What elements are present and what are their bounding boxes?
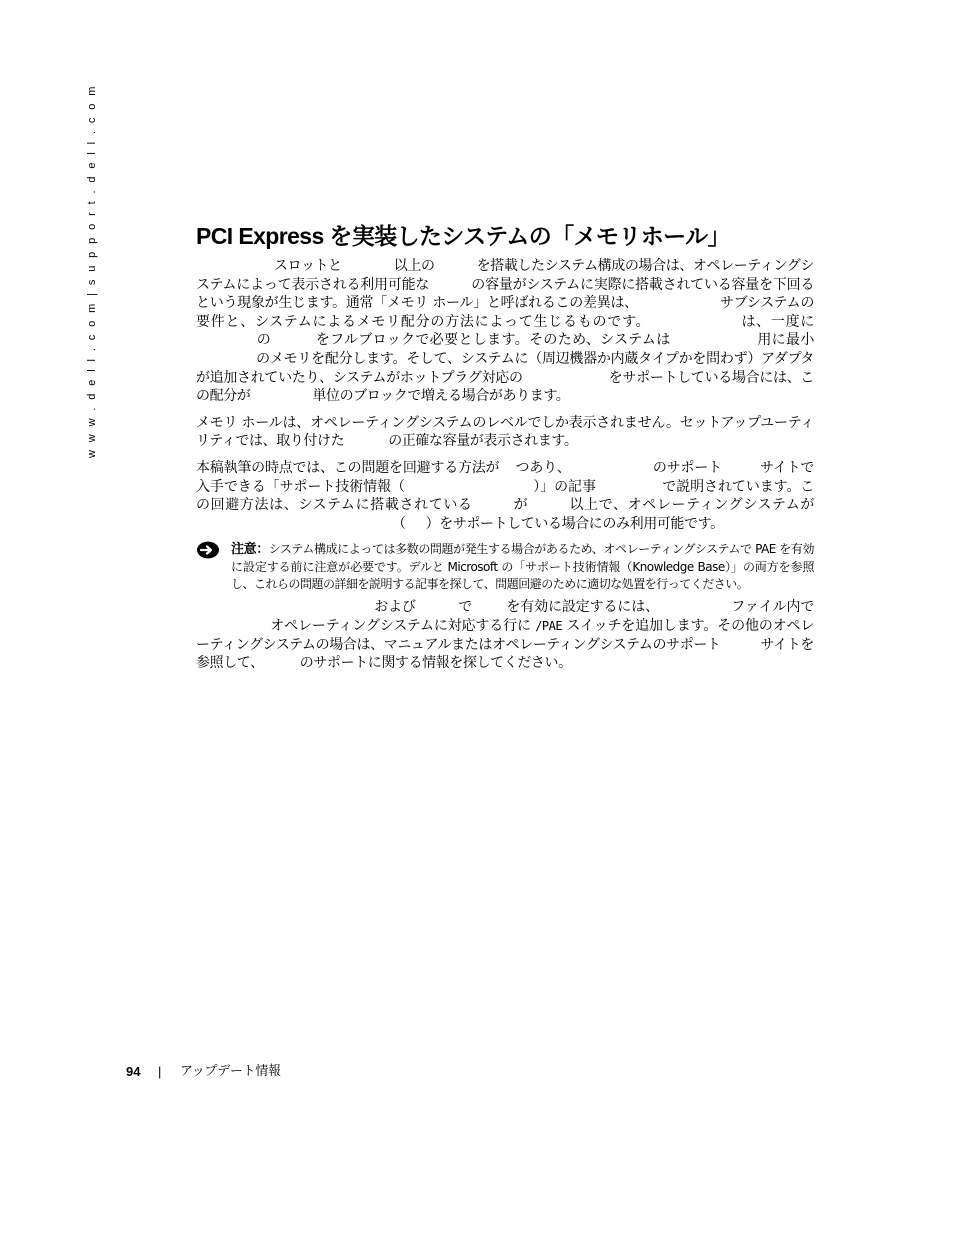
notice-label: 注意： [231,542,269,558]
para1-s1: スロットと [274,258,342,274]
para3-s9: （ [392,515,406,532]
paragraph-memory-hole [196,257,814,406]
para4-s7: サイトを参照して、 [196,636,814,672]
page-title: PCI Express を実装したシステムの「メモリホール」 [196,223,730,249]
notice-text-block [231,541,814,592]
para2-s1: メモリ ホールは、オペレーティングシステムのレベルでしか表示されません。セットアップユーティリティでは、取り付けた [196,414,814,450]
para1-s10: のメモリを配分します。そして、システムに（周辺機器か内蔵タイプかを問わず）アダプタが追加されていたり、システムがホットプラグ対応の [196,350,814,386]
para4-s4: ファイル内で [731,599,814,616]
paragraph-setup-utility [196,414,814,451]
footer-section-title: アップデート情報 [180,1064,281,1079]
para3-s2: つあり、 [515,459,571,476]
para3-s3: のサポート [652,459,722,476]
paragraph-workaround [196,459,814,533]
para1-s5: サブシステムの要件と、システムによるメモリ配分の方法によって生じるものです。 [196,295,814,330]
para1-s4: の容量がシステムに実際に搭載されている容量を下回るという現象が生じます。通常「メモリ ホール」と呼ばれるこの差異は、 [196,276,814,312]
main-content [196,220,814,681]
para1-s2: 以上の [393,258,435,274]
pae-switch: /PAE [535,619,563,634]
para2-s2: の正確な容量が表示されます。 [388,433,578,450]
notice-box [196,541,814,592]
para4-s8: のサポートに関する情報を探してください。 [299,655,572,672]
para1-s3: を搭載したシステム構成の場合は、オペレーティングシステムによって表示される利用可能な [196,258,814,293]
para1-s9: 用に最小 [756,332,814,349]
para3-s5: ）」の記事 [532,478,596,495]
para4-s1: および [374,599,416,616]
para3-s7: が [512,497,529,514]
footer-separator: | [158,1064,162,1079]
para1-s6: は、一度に [740,313,814,330]
side-url: w w w . d e l l . c o m | s u p p o r t . d e l l . c o m [86,84,98,458]
para3-s1: 本稿執筆の時点では、この問題を回避する方法が [196,459,500,476]
para1-s8: をフルブロックで必要とします。そのため、システムは [315,332,671,349]
para1-s12: 単位のブロックで増える場合があります。 [312,388,570,405]
para4-s3: を有効に設定するには、 [506,599,659,616]
para3-s6: で説明されています。この回避方法は、システムに搭載されている [196,478,815,514]
notice-text: システム構成によっては多数の問題が発生する場合があるため、オペレーティングシステムで PAE を有効に設定する前に注意が必要です。デルと Microsoft の「サポート技術情報（Knowledge Base）」の両方を参照し、これらの問題の詳細を説明する記事を探して、問題回避のために適切な処置を行ってください。 [231,542,814,591]
para4-s2: で [457,599,473,616]
para4-s6: スイッチを追加します。その他のオペレーティングシステムの場合は、マニュアルまたはオペレーティングシステムのサポート [196,618,815,653]
para3-s10: ）をサポートしている場合にのみ利用可能です。 [425,515,724,532]
para1-s11: をサポートしている場合には、この配分が [196,369,814,405]
paragraph-enable-pae [196,598,814,672]
para4-s5: オペレーティングシステムに対応する行に [270,618,531,635]
page-number: 94 [126,1064,141,1079]
para3-s4: サイトで入手できる「サポート技術情報（ [196,459,815,495]
notice-icon [196,541,220,559]
para1-s7: の [256,332,272,349]
para3-s8: 以上で、オペレーティングシステムが [568,497,814,514]
